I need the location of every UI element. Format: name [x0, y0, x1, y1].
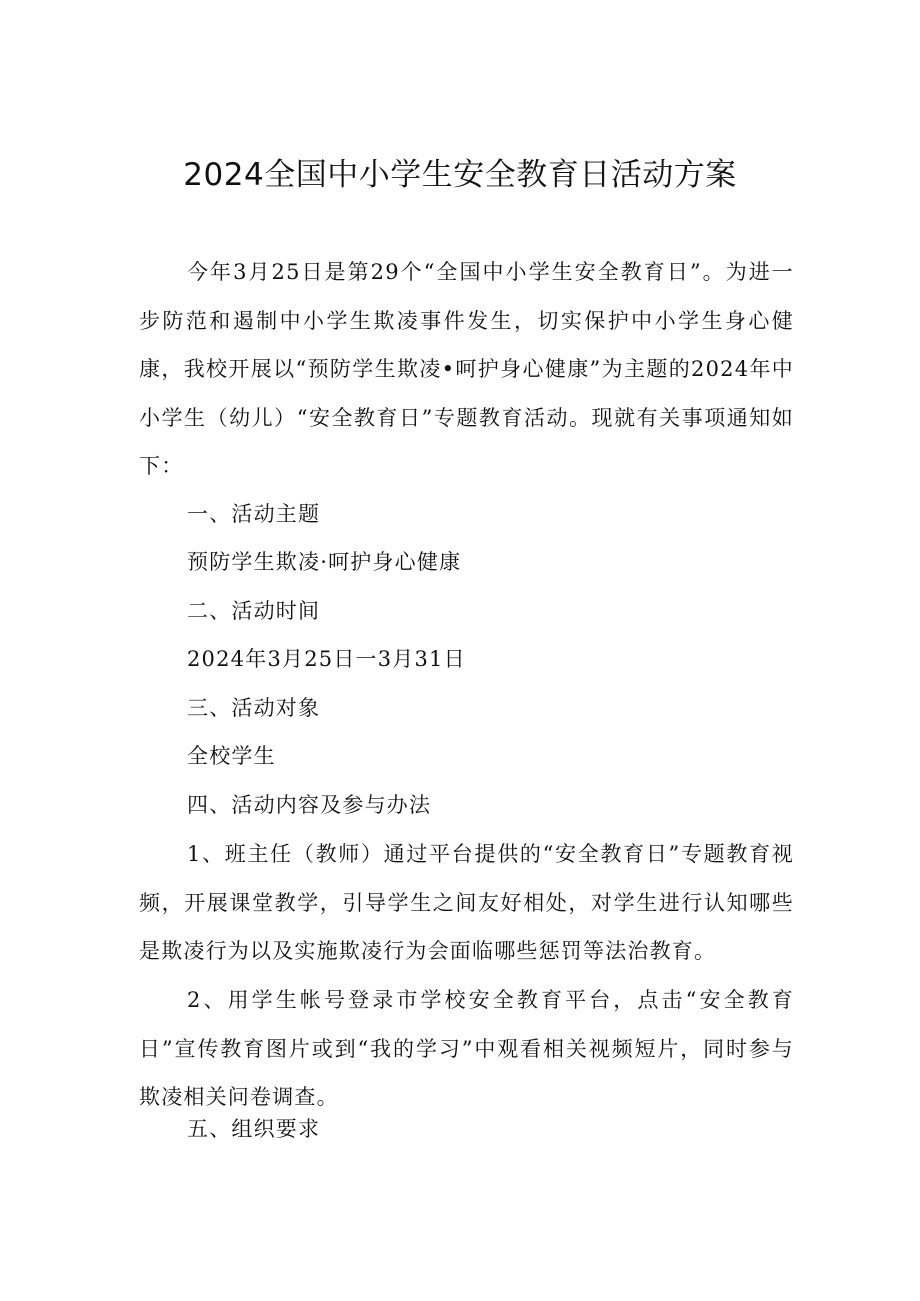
- section-heading-theme: 一、活动主题: [187, 502, 321, 526]
- section-text-theme: 预防学生欺凌·呵护身心健康: [187, 550, 462, 574]
- section-heading-time: 二、活动时间: [187, 599, 321, 623]
- content-item-2: 2、用学生帐号登录市学校安全教育平台，点击“安全教育日”宣传教育图片或到“我的学习”中观看相关视频短片，同时参与欺凌相关问卷调查。: [139, 988, 794, 1109]
- section-heading-requirements: 五、组织要求: [187, 1117, 321, 1141]
- intro-paragraph: 今年3月25日是第29个“全国中小学生安全教育日”。为进一步防范和遏制中小学生欺凌事件发生，切实保护中小学生身心健康，我校开展以“预防学生欺凌•呵护身心健康”为主题的2024年中小学生（幼儿）“安全教育日”专题教育活动。现就有关事项通知如下：: [139, 260, 794, 478]
- document-title: 2024全国中小学生安全教育日活动方案: [183, 157, 737, 193]
- section-heading-target: 三、活动对象: [187, 696, 321, 720]
- section-text-time: 2024年3月25日一3月31日: [187, 647, 466, 671]
- section-text-target: 全校学生: [187, 744, 276, 768]
- content-item-1: 1、班主任（教师）通过平台提供的“安全教育日”专题教育视频，开展课堂教学，引导学生之间友好相处，对学生进行认知哪些是欺凌行为以及实施欺凌行为会面临哪些惩罚等法治教育。: [139, 842, 794, 963]
- section-heading-content: 四、活动内容及参与办法: [187, 793, 432, 817]
